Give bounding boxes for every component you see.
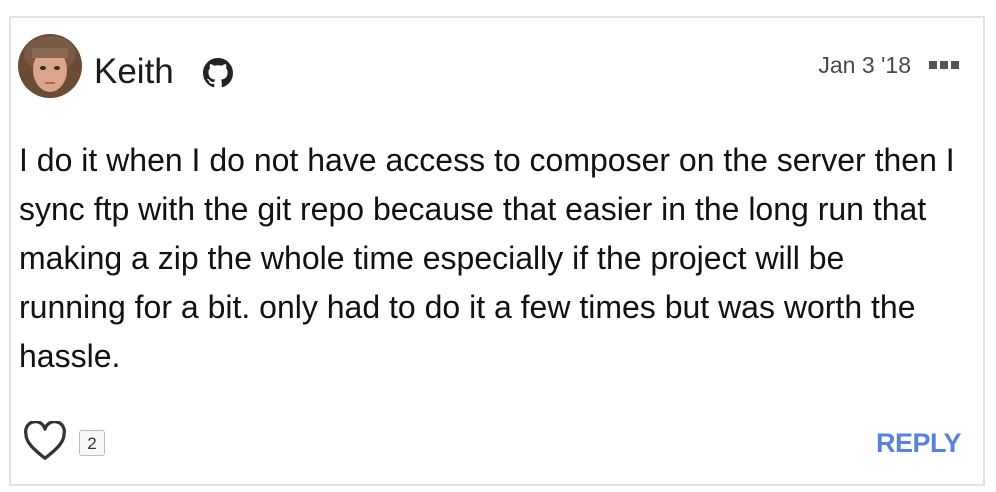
like-count: 2 [79, 430, 105, 456]
avatar[interactable] [18, 34, 82, 98]
more-icon[interactable] [929, 61, 959, 69]
reply-button[interactable]: REPLY [875, 428, 961, 458]
heart-icon[interactable] [23, 421, 67, 461]
comment-body: I do it when I do not have access to composer on the server then I sync ftp with the git repo because that easier in the long run that making a zip the whole time especially if the project will be running for a bit. only had to do it a few times but was worth the hassle. [19, 142, 955, 374]
author-name[interactable]: Keith [94, 52, 174, 91]
post-date[interactable]: Jan 3 '18 [818, 52, 911, 78]
github-icon [203, 58, 233, 88]
comment-card [9, 16, 985, 486]
